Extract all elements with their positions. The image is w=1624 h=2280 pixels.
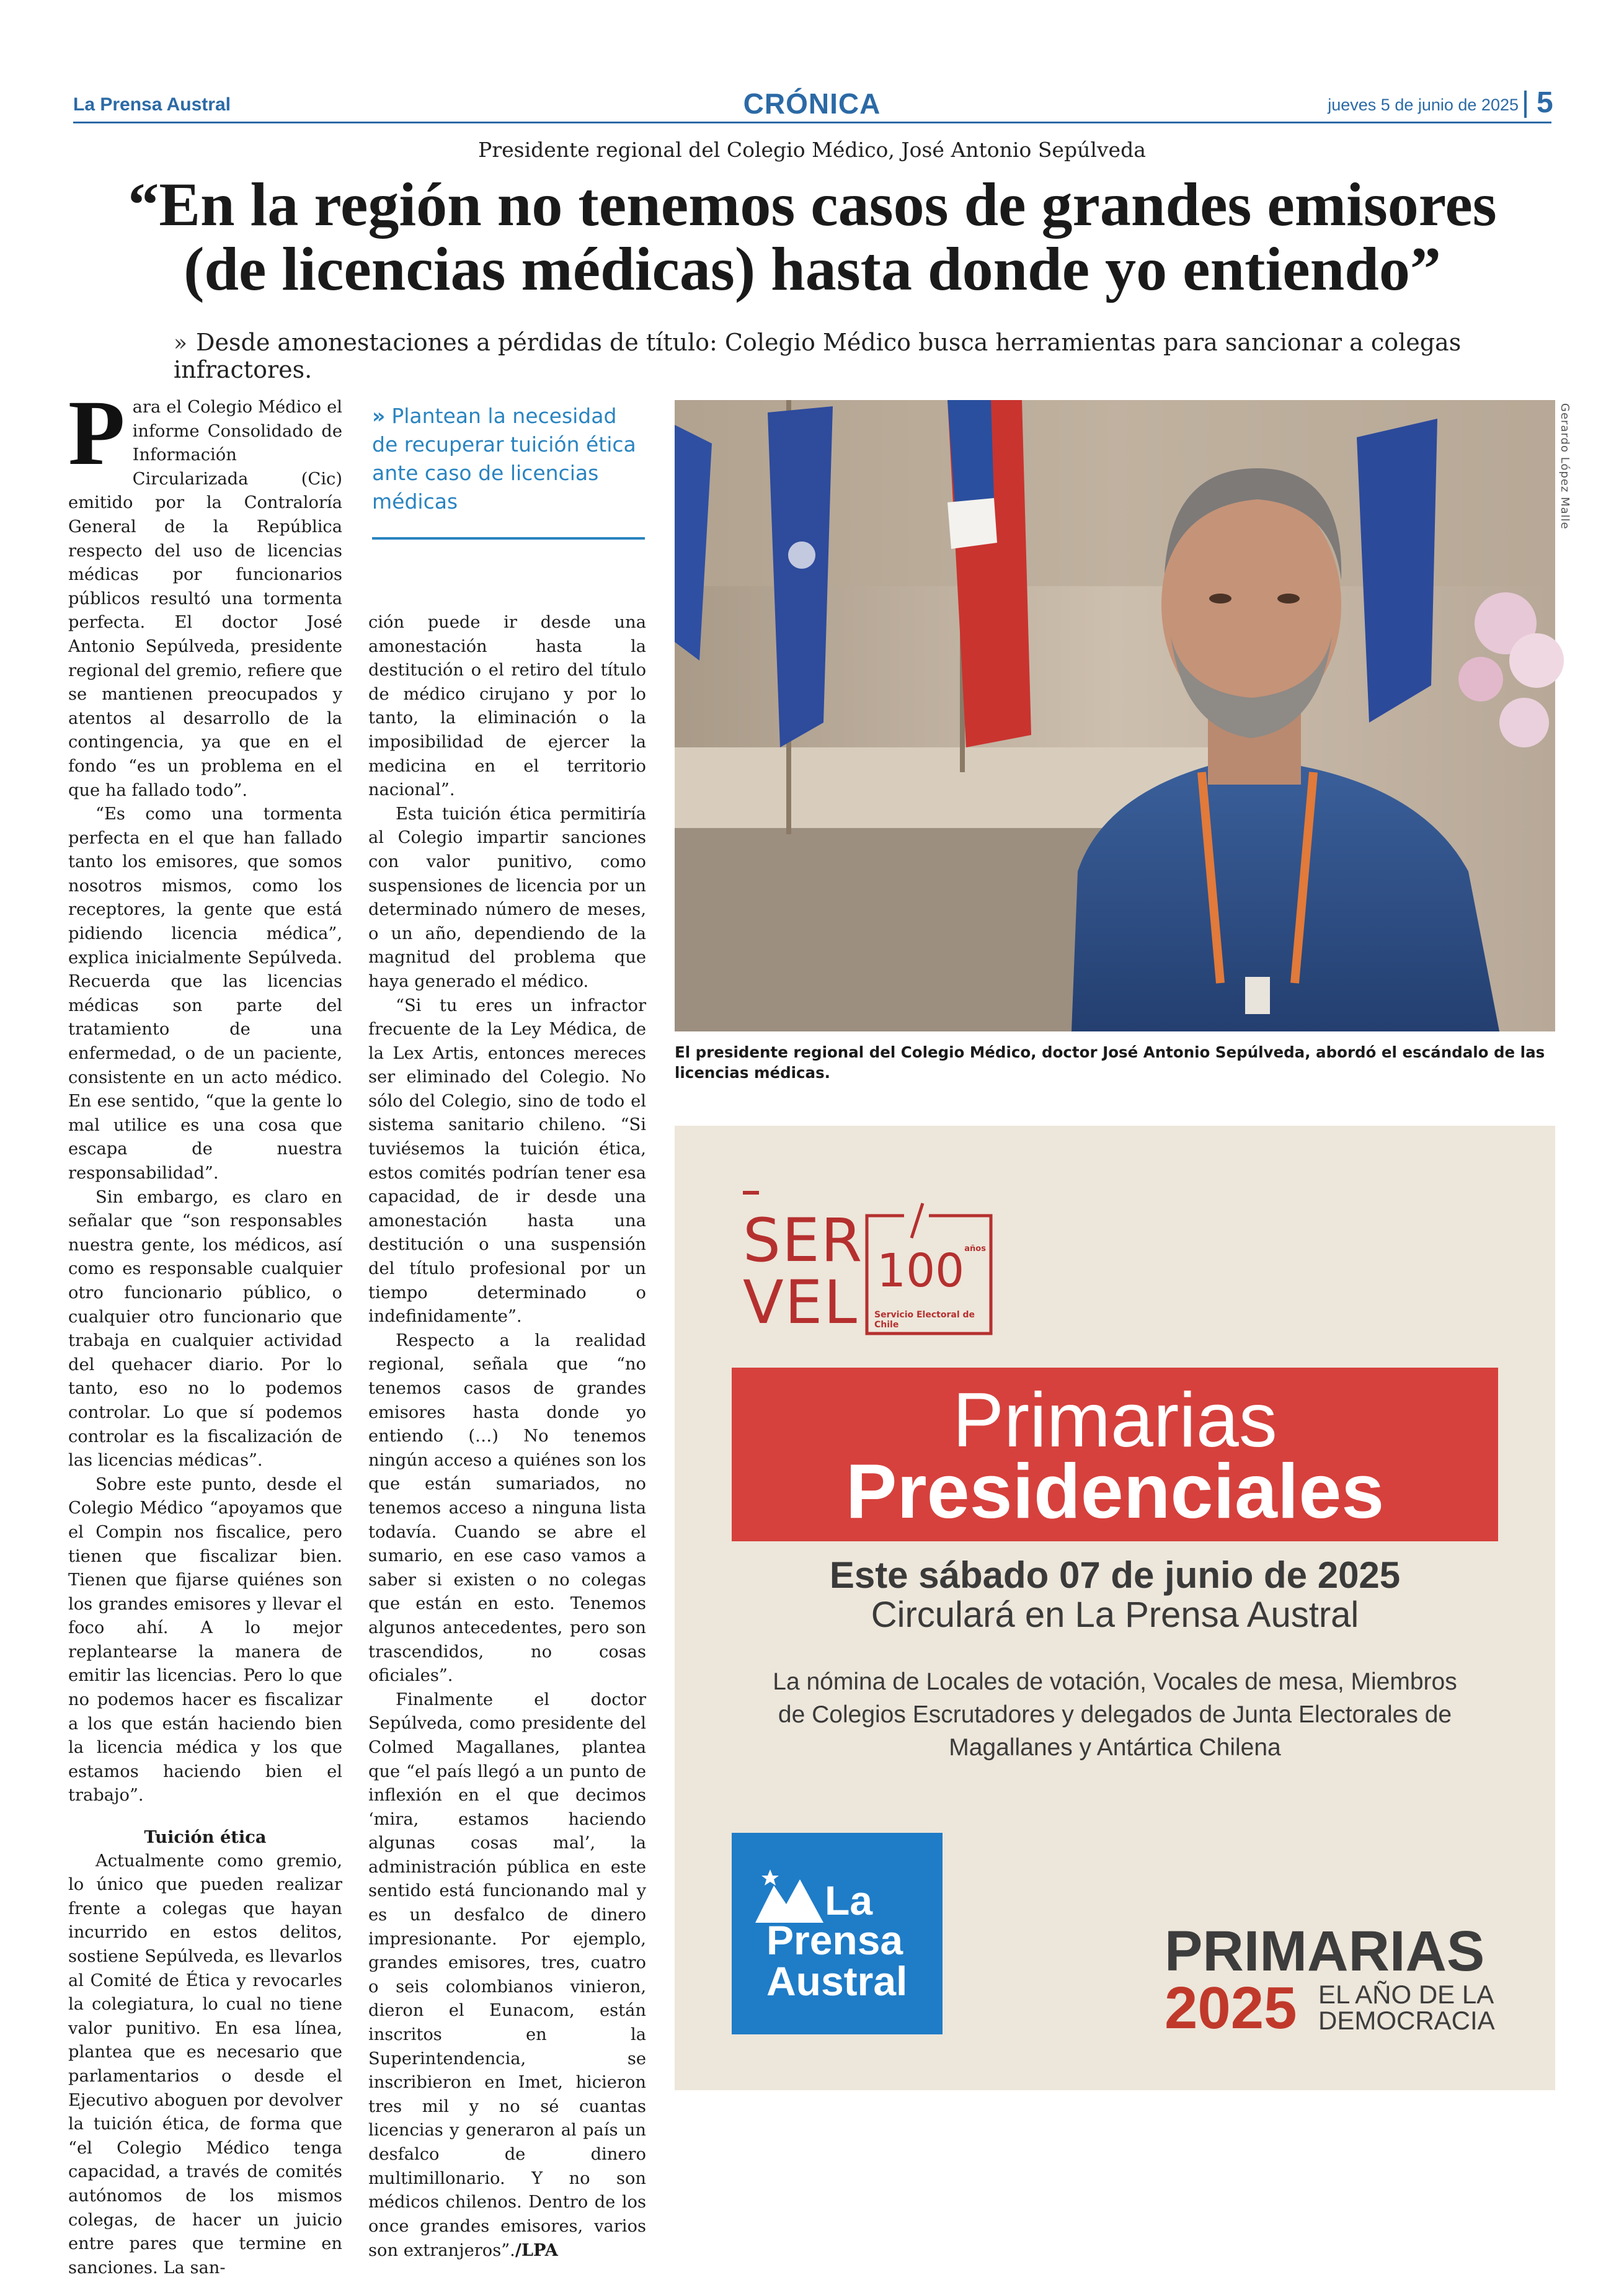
servel-advertisement [675, 1126, 1555, 2090]
lpa-line-3: Austral [766, 1958, 908, 2004]
paragraph: ción puede ir desde una amonestación hasta la destitución o el retiro del título de médico cirujano y por lo tanto, la eliminación o la imposibilidad de ejercer la medicina en el territorio nacional”. [368, 613, 646, 800]
deck-text: Desde amonestaciones a pérdidas de título: Colegio Médico busca herramientas para sancionar a colegas infractores. [174, 329, 1462, 383]
servel-wordmark [743, 1206, 864, 1337]
banner-line-1: Primarias [952, 1378, 1277, 1463]
headline-line-1: “En la región no tenemos casos de grandes emisores [128, 170, 1497, 239]
primarias-title: PRIMARIAS [1165, 1920, 1485, 1983]
paragraph: Actualmente como gremio, lo único que pueden realizar frente a colegas que hayan incurrido en estos delitos, sostiene Sepúlveda, es llevarlos al Comité de Ética y revocarles la colegiatura, lo cual no tiene valor punitivo. En esa línea, plantea que es necesario que parlamentarios o desde el Ejecutivo aboguen por devolver la tuición ética, de forma que “el Colegio Médico tenga capacidad, a través de comités autónomos de los mismos colegas, de hacer un juicio entre pares que termine en sanciones. La san- [68, 1851, 342, 2278]
paragraph: Sobre este punto, desde el Colegio Médico “apoyamos que el Compin nos fiscalice, pero tienen que fiscalizar bien. Tienen que fijarse quiénes son los grandes emisores y llevar el foco ahí. A lo mejor replantearse la manera de emitir las licencias. Pero lo que no podemos hacer es fiscalizar a los que están haciendo bien la licencia médica y los que estamos haciendo bien el trabajo”. [68, 1474, 342, 1806]
photo-caption: El presidente regional del Colegio Médico, doctor José Antonio Sepúlveda, abordó el escándalo de las licencias médicas. [675, 1043, 1545, 1082]
servel-line-2: VEL [743, 1268, 858, 1337]
pull-quote-rule [372, 537, 645, 540]
headline-line-2: (de licencias médicas) hasta donde yo entiendo” [184, 234, 1441, 303]
primarias-year: 2025 [1165, 1975, 1297, 2041]
pull-quote-text: Plantean la necesidad de recuperar tuición ética ante caso de licencias médicas [372, 404, 636, 514]
article-deck [174, 329, 1600, 383]
article-column-1 [68, 381, 342, 2278]
lpa-mountain-icon [755, 1867, 823, 1923]
paragraph-text: Finalmente el doctor Sepúlveda, como presidente del Colmed Magallanes, plantea que “el país llegó a un punto de inflexión en el que decimos ‘mira, estamos haciendo algunas cosas mal’, la administración pública en este sentido está funcionando mal y es un desfalco de dinero impresionante. Por ejemplo, grandes emisores, tres, cuatro o seis colombianos vinieron, dieron el Eunacom, están inscritos en la Superintendencia, se inscribieron en Imet, hicieron tres mil y no sé cuantas licencias y generaron al país un desfalco de dinero multimillonario. Y no son médicos chilenos. Dentro de los once grandes emisores, varios son extranjeros”. [368, 1690, 646, 2261]
article-photo [675, 400, 1555, 1031]
drop-cap: P [68, 381, 125, 484]
section-title: CRÓNICA [743, 87, 881, 120]
signature: /LPA [515, 2240, 558, 2261]
photo-credit [1560, 403, 1573, 564]
masthead-rule [73, 122, 1551, 123]
article-kicker: Presidente regional del Colegio Médico, José Antonio Sepúlveda [478, 138, 1146, 162]
issue-date: jueves 5 de junio de 2025 [1328, 96, 1519, 114]
lpa-line-2: Prensa [766, 1917, 903, 1963]
photo-credit-text: Gerardo López Malle [1558, 403, 1571, 530]
publication-name: La Prensa Austral [73, 94, 231, 115]
primarias-banner [732, 1368, 1498, 1541]
paragraph: Sin embargo, es claro en señalar que “son responsables nuestra gente, los médicos, así como es responsable cualquier otro funcionario público, o cualquier otro funcionario que trabaja en cualquier actividad del quehacer diario. Por lo tanto, eso no lo podemos controlar. Lo que sí podemos controlar es la fiscalización de las licencias médicas”. [68, 1187, 342, 1471]
pull-quote [372, 402, 645, 516]
anniversary-number-text: 100 [877, 1244, 965, 1298]
article-column-2 [368, 611, 646, 2261]
la-prensa-austral-logo [732, 1833, 943, 2034]
anniversary-number [877, 1244, 986, 1298]
ad-circula-line: Circulará en La Prensa Austral [871, 1595, 1359, 1635]
photo-illustration [675, 400, 1555, 1031]
deck-arrow-icon: » [174, 331, 188, 356]
ad-nomina-text: La nómina de Locales de votación, Vocales de mesa, Miembros de Colegios Escrutadores y delegados de Junta Electorales de Magallanes y Antártica Chilena [773, 1668, 1457, 1761]
banner-line-2: Presidenciales [845, 1449, 1385, 1534]
paragraph [68, 381, 342, 803]
anniversary-label: Servicio Electoral de Chile [874, 1310, 975, 1330]
masthead-separator [1524, 91, 1527, 118]
primarias-tagline-1: EL AÑO DE LA [1318, 1980, 1494, 2009]
page-number: 5 [1537, 86, 1553, 119]
servel-logo-dash [743, 1191, 759, 1195]
ad-date-line: Este sábado 07 de junio de 2025 [829, 1554, 1401, 1596]
subhead: Tuición ética [144, 1827, 267, 1848]
lpa-line-1: La [825, 1877, 873, 1923]
anniversary-years: años [964, 1244, 986, 1254]
paragraph: “Si tu eres un infractor frecuente de la Ley Médica, de la Lex Artis, entonces mereces ser eliminado del Colegio. No sólo del Colegio, sino de todo el sistema sanitario chileno. “Si tuviésemos la tuición ética, estos comités podrían tener esa capacidad, de ir desde una amonestación hasta una destitución o una suspensión del título profesional por un tiempo determinado o indefinidamente”. [368, 995, 646, 1327]
pullquote-arrow-icon: » [372, 404, 386, 428]
paragraph: Esta tuición ética permitiría al Colegio impartir sanciones con valor punitivo, como suspensiones de licencia por un determinado número de meses, o un año, dependiendo de la magnitud del problema que haya generado el médico. [368, 804, 646, 991]
servel-line-1: SER [743, 1206, 864, 1275]
paragraph: Respecto a la realidad regional, señala que “no tenemos casos de grandes emisores hasta donde yo entiendo (…) No tenemos ningún acceso a quiénes son los que están sumariados, no tenemos acceso a ninguna lista todavía. Cuando se abre el sumario, en ese caso vamos a saber si existen o no colegas que están en esto. Tenemos algunos antecedentes, pero son trascendidos, no cosas oficiales”. [368, 1330, 646, 1686]
article-headline [74, 172, 1550, 301]
paragraph-text: ara el Colegio Médico el informe Consolidado de Información Circularizada (Cic) emitido por la Contraloría General de la República respecto del uso de licencias médicas por funcionarios públicos resultó una tormenta perfecta. El doctor José Antonio Sepúlveda, presidente regional del gremio, refiere que se mantienen preocupados y atentos al desarrollo de la contingencia, ya que en el fondo “es un problema en el que ha fallado todo”. [68, 398, 342, 800]
paragraph: “Es como una tormenta perfecta en el que han fallado tanto los emisores, que somos nosotros mismos, como los receptores, la gente que está pidiendo licencia médica”, explica inicialmente Sepúlveda. Recuerda que las licencias médicas son parte del tratamiento de una enfermedad, o de un paciente, consistente en un acto médico. En ese sentido, “que la gente lo mal utilice es una cosa que escapa de nuestra responsabilidad”. [68, 804, 342, 1183]
anniversary-badge [861, 1203, 996, 1338]
primarias-tagline-2: DEMOCRACIA [1318, 2006, 1495, 2035]
paragraph [368, 1688, 646, 2263]
